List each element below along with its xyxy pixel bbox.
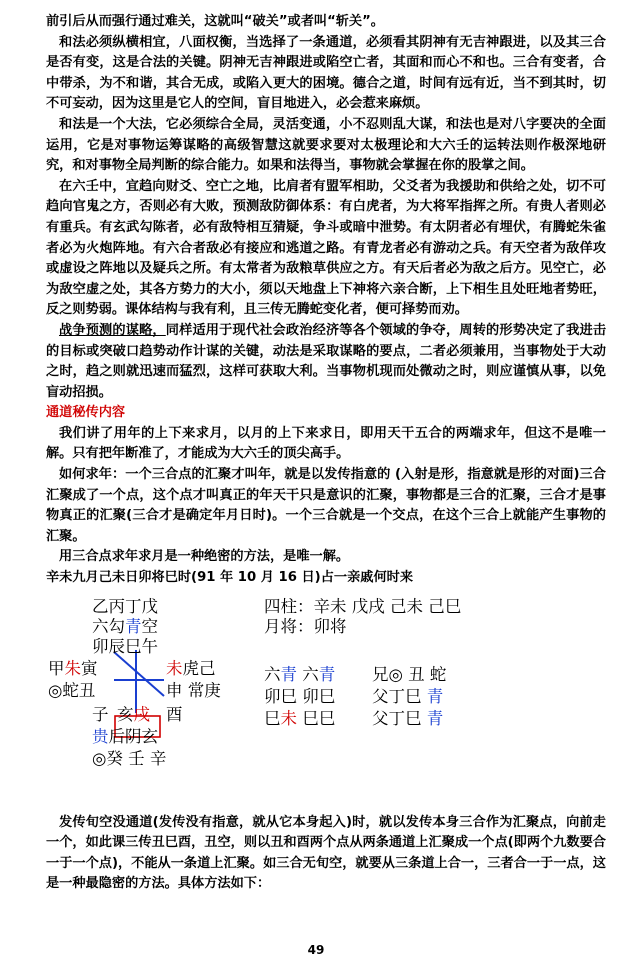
chart-bottom-row3: ◎癸 壬 辛 [92, 748, 167, 768]
paragraph-10: 发传旬空没通道(发传没有指意，就从它本身起入)时，就以发传本身三合作为汇聚点，向前走一个，如此课三传丑巳酉，丑空，则以丑和酉两个点从两条通道上汇聚成一个点(即两个九数要合一于一个点)，不能从一条道上汇聚。如三合无旬空，就要从三条道上合一，三者合一于一点，这是一种最隐密的方法。具体方法如下： [46, 814, 606, 892]
paragraph-4: 在六壬中，宜趋向财爻、空亡之地，比肩者有盟军相助，父爻者为我援助和供给之处，切不可趋向官鬼之方，否则必有大败，预测敌防御体系：有白虎者，为大将军指挥之所。有贵人者则必有重兵。有玄武勾陈者，必有敌特相互猜疑，争斗或暗中泄势。有太阴者必有埋伏，有腾蛇朱雀者必为火炮阵地。有六合者敌必有接应和逃道之路。有青龙者必有游动之兵。有天空者为敌佯攻或虚设之阵地以及疑兵之所。有太常者为敌粮草供应之方。有天后者必为敌之后方。见空亡，必为敌空虚之处，其各方势力的大小，须以天地盘上下神将六亲合断，上下相生且处旺地者势旺，反之则势弱。课体结构与我有利，且三传无腾蛇变化者，便可择势而劝。 [46, 178, 606, 318]
transmission-row2: 父丁巳 青 [372, 686, 444, 706]
paragraph-3: 和法是一个大法，它必须综合全局，灵活变通，小不忍则乱大谋，和法也是对八字要决的全面运用，它是对事物运筹谋略的高级智慧这就要求要对太极理论和大六壬的运转法则作极深地研究，和对事物全局判断的综合能力。如果和法得当，事物就会掌握在你的股掌之间。 [46, 116, 606, 174]
paragraph-9: 辛未九月己未日卯将巳时(91 年 10 月 16 日)占一亲戚何时来 [46, 570, 414, 586]
chart-left1: 甲朱寅 [48, 658, 98, 678]
pillars-row: 四柱：辛未 戊戌 己未 己巳 [264, 596, 462, 616]
chart-row3: 卯辰巳午 [92, 636, 158, 656]
paragraph-5-rest: 同样适用于现代社会政治经济等各个领域的争夺，周转的形势决定了我进击的目标或突破口趋势动作计谋的关键，动法是采取谋略的要点，二者必须兼用，当事物处于大动之时，趋之则就迅速而猛烈，这样可获取大利。当事物机现而处微动之时，则应谨慎从事，以免盲动招损。 [46, 322, 607, 400]
transmission-row3: 父丁巳 青 [372, 708, 444, 728]
lesson-row3: 巳未 巳巳 [264, 708, 336, 728]
paragraph-1: 前引后从而强行通过难关，这就叫“破关”或者叫“斩关”。 [46, 14, 384, 29]
document-page [46, 12, 606, 895]
paragraph-5 [46, 321, 606, 403]
month-general-row: 月将：卯将 [264, 616, 347, 636]
chart-right2: 申 常庚 [166, 680, 221, 700]
paragraph-5-lead: 战争预测的谋略， [59, 322, 166, 338]
chart-top-row1: 乙丙丁戊 [92, 596, 158, 616]
chart-left3: 子 [92, 704, 109, 724]
page-number: 49 [307, 943, 325, 957]
chart-box-text: 亥戌 [117, 704, 150, 724]
section-heading: 通道秘传内容 [46, 405, 126, 421]
blue-diagonal-line [114, 652, 164, 696]
paragraph-7: 如何求年：一个三合点的汇聚才叫年，就是以发传指意的 (入射是形，指意就是形的对面)三合汇聚成了一个点，这个点才叫真正的年天干只是意识的汇聚，事物都是三合的汇聚，三合才是事物真正的汇聚(三合才是确定年月日时)。一个三合就是一个交点，在这个三合上就能产生事物的汇聚。 [46, 467, 606, 544]
chart-left2: ◎蛇丑 [48, 680, 96, 700]
chart-right1: 未虎己 [166, 658, 216, 678]
lesson-row2: 卯巳 卯巳 [264, 686, 336, 706]
paragraph-8: 用三合点求年求月是一种绝密的方法，是唯一解。 [59, 549, 350, 565]
chart-bottom-row2: 贵后阴玄 [92, 726, 158, 746]
lesson-row1: 六青 六青 [264, 664, 336, 684]
transmission-row1: 兄◎ 丑 蛇 [372, 664, 447, 684]
paragraph-6: 我们讲了用年的上下来求月，以月的上下来求日，即用天干五合的两端求年，但这不是唯一解。只有把年断准了，才能成为大六壬的顶尖高手。 [46, 425, 606, 462]
paragraph-2: 和法必须纵横相宜，八面权衡，当选择了一条通道，必须看其阴神有无吉神跟进，以及其三合是否有变，这是合法的关键。阴神无吉神跟进或陷空亡者，其面和而心不和也。三合有变者，合中带杀，为不和谐，其合无成，或陷入更大的困境。德合之道，时间有远有近，当不到其时，切不可妄动，因为这里是它人的空间，盲目地进入，必会惹来麻烦。 [46, 34, 606, 112]
chart-bottom-row1: 酉 [166, 704, 183, 724]
chart-top-row2: 六勾青空 [92, 616, 158, 636]
divination-chart [46, 595, 606, 805]
